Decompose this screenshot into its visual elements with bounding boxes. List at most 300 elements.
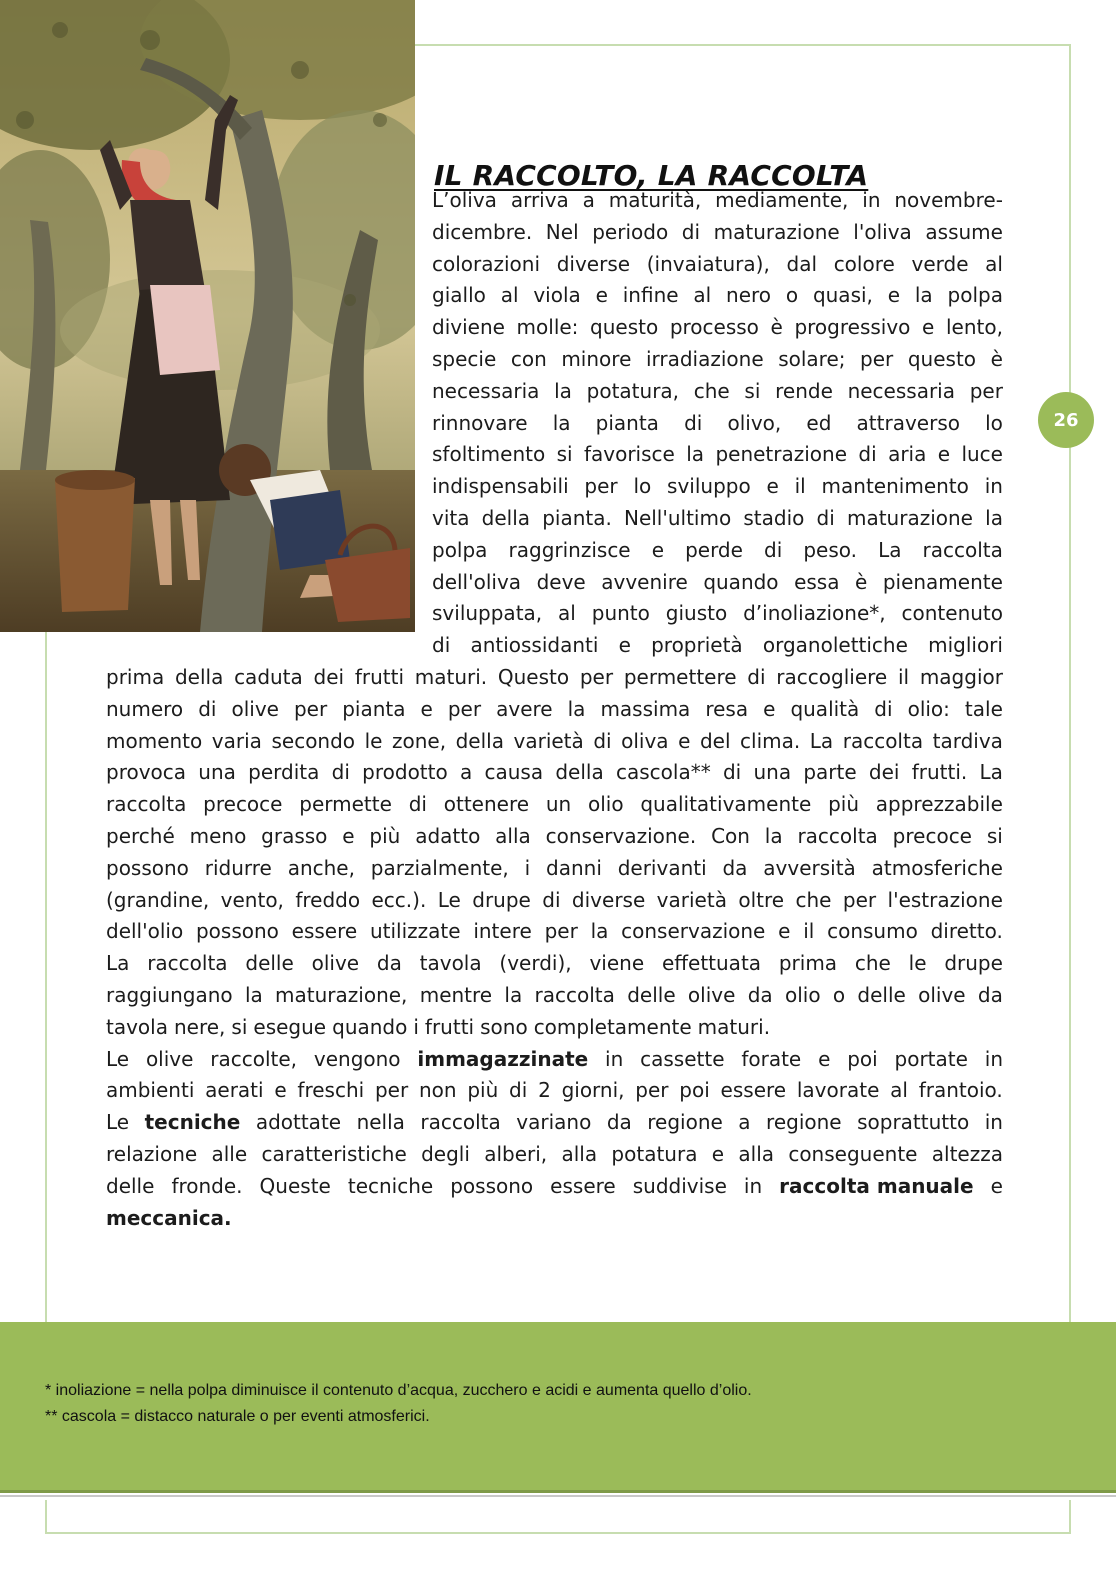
word: perché bbox=[106, 824, 175, 848]
word: secondo bbox=[271, 728, 356, 753]
word: varietà bbox=[513, 728, 584, 753]
word: danni bbox=[546, 855, 602, 880]
word: ambienti bbox=[106, 1078, 195, 1103]
word: che bbox=[795, 887, 832, 912]
word: di bbox=[858, 442, 877, 467]
word: di bbox=[816, 506, 835, 530]
word: in bbox=[984, 1046, 1003, 1071]
word: irradiazione bbox=[645, 347, 764, 371]
word: nella bbox=[356, 1110, 405, 1135]
word: raccolta bbox=[797, 824, 878, 848]
word: la bbox=[590, 919, 609, 944]
word: colorazioni bbox=[432, 251, 541, 276]
word: diverse bbox=[556, 251, 631, 276]
word: diverse bbox=[571, 887, 646, 912]
body-line bbox=[106, 756, 1003, 788]
word: per bbox=[860, 347, 894, 371]
word: conseguente bbox=[788, 1142, 918, 1166]
word: ridurre bbox=[204, 855, 272, 880]
word: completamente bbox=[533, 1014, 692, 1039]
word: prodotto bbox=[362, 760, 448, 785]
word: frutti bbox=[354, 665, 405, 689]
word: da bbox=[376, 951, 402, 976]
word: e bbox=[342, 824, 355, 848]
word: per bbox=[447, 696, 482, 721]
word: necessaria bbox=[432, 378, 540, 403]
word: delle bbox=[857, 983, 906, 1007]
word: prima bbox=[106, 665, 165, 689]
word: sviluppata, bbox=[432, 601, 543, 626]
word: La bbox=[979, 760, 1003, 785]
word: migliori bbox=[928, 633, 1003, 658]
word: grasso bbox=[261, 824, 328, 848]
word: parte bbox=[803, 760, 857, 785]
word: aerati bbox=[205, 1078, 264, 1103]
word: freschi bbox=[297, 1078, 365, 1103]
word: organolettiche bbox=[762, 633, 908, 658]
word: frutti. bbox=[911, 760, 968, 785]
word: adottate bbox=[255, 1110, 342, 1135]
word: di bbox=[408, 792, 427, 817]
word: portate bbox=[894, 1046, 968, 1071]
word: frutti bbox=[424, 1014, 475, 1039]
word: in bbox=[984, 474, 1003, 499]
word: questo bbox=[907, 347, 977, 371]
word: parzialmente, bbox=[370, 855, 509, 880]
word: dal bbox=[786, 251, 818, 276]
word: le bbox=[908, 951, 927, 976]
body-line bbox=[432, 248, 1003, 280]
body-line bbox=[432, 502, 1003, 534]
word: periodo bbox=[592, 219, 669, 244]
word: essa bbox=[794, 569, 840, 594]
word: è bbox=[770, 315, 783, 340]
word: permettere bbox=[623, 665, 737, 689]
word: la bbox=[764, 824, 783, 848]
body-line bbox=[432, 597, 1003, 629]
word: attraverso bbox=[856, 410, 960, 435]
word: dell'olio bbox=[106, 919, 184, 944]
word: d’inoliazione*, bbox=[743, 601, 886, 626]
word: e bbox=[595, 283, 608, 308]
word: contenuto bbox=[901, 601, 1003, 626]
word: e bbox=[420, 696, 433, 721]
word: maturi. bbox=[697, 1014, 771, 1039]
body-line bbox=[432, 629, 1003, 661]
word: il bbox=[794, 474, 806, 499]
word: raccolta bbox=[106, 792, 187, 817]
word: essere bbox=[550, 1173, 616, 1198]
word: regione bbox=[766, 1110, 842, 1135]
word: dell'oliva bbox=[432, 569, 522, 594]
body-line bbox=[106, 788, 1003, 820]
word: apprezzabile bbox=[875, 792, 1003, 817]
word: vengono bbox=[313, 1046, 401, 1071]
word: e bbox=[922, 315, 935, 340]
word: delle bbox=[627, 983, 676, 1007]
word: atmosferiche bbox=[871, 855, 1003, 880]
word: potatura, bbox=[586, 378, 680, 403]
word: che bbox=[854, 951, 891, 976]
word: La bbox=[878, 537, 902, 562]
word: raccogliere bbox=[776, 665, 888, 689]
word: permette bbox=[299, 792, 392, 817]
word: varietà bbox=[656, 887, 727, 912]
word: causa bbox=[484, 760, 544, 785]
word: sfoltimento bbox=[432, 442, 546, 467]
word: antiossidanti bbox=[470, 633, 599, 658]
body-line bbox=[106, 884, 1003, 916]
word: tale bbox=[964, 696, 1003, 721]
frame-line-bottom-left bbox=[45, 1500, 47, 1534]
word: La bbox=[106, 951, 130, 976]
word: specie bbox=[432, 347, 497, 371]
word: Le bbox=[437, 887, 461, 912]
word: viola bbox=[533, 283, 581, 308]
body-line bbox=[106, 1138, 1003, 1170]
word: degli bbox=[421, 1142, 470, 1166]
word: al bbox=[558, 601, 576, 626]
word: e bbox=[711, 1142, 725, 1166]
word: della bbox=[174, 665, 224, 689]
word: forate bbox=[741, 1046, 802, 1071]
word: adatto bbox=[415, 824, 481, 848]
word: favorisce bbox=[583, 442, 675, 467]
word: precoce bbox=[203, 792, 283, 817]
word: penetrazione bbox=[715, 442, 848, 467]
word: avversità bbox=[763, 855, 856, 880]
word: regione bbox=[647, 1110, 723, 1135]
word: mantenimento bbox=[821, 474, 969, 499]
word: in bbox=[984, 1110, 1003, 1135]
word: frantoio. bbox=[918, 1078, 1003, 1103]
word: più bbox=[828, 792, 859, 817]
word: mediamente, bbox=[715, 188, 849, 212]
page-number-badge: 26 bbox=[1038, 392, 1094, 448]
word: oltre bbox=[738, 887, 785, 912]
word: qualità bbox=[790, 696, 860, 721]
body-line bbox=[106, 1043, 1003, 1075]
word: Le bbox=[106, 1046, 130, 1071]
word: di bbox=[722, 760, 742, 785]
word: di bbox=[747, 665, 766, 689]
word: giallo bbox=[432, 283, 486, 308]
word: delle bbox=[106, 1173, 155, 1198]
word: quando bbox=[703, 569, 779, 594]
word: polpa bbox=[432, 537, 488, 562]
word: Nell'ultimo bbox=[623, 506, 732, 530]
word: necessaria bbox=[847, 378, 955, 403]
word: pianta bbox=[595, 410, 659, 435]
word: Le bbox=[106, 1110, 130, 1135]
word: per bbox=[579, 665, 614, 689]
word: indispensabili bbox=[432, 474, 569, 499]
word: aria bbox=[888, 442, 927, 467]
word: utilizzate bbox=[369, 919, 461, 944]
word: fronde. bbox=[171, 1173, 243, 1198]
word: sviluppo bbox=[667, 474, 751, 499]
word: per bbox=[544, 919, 578, 944]
word: minore bbox=[561, 347, 632, 371]
word: non bbox=[418, 1078, 457, 1103]
word: resa bbox=[705, 696, 749, 721]
bold-term: immagazzinate bbox=[417, 1046, 589, 1071]
word: Con bbox=[711, 824, 750, 848]
word: punto bbox=[591, 601, 650, 626]
word: pianta. bbox=[542, 506, 612, 530]
word: la bbox=[914, 283, 933, 308]
word: la bbox=[554, 378, 572, 403]
word: olivo, bbox=[727, 410, 782, 435]
word: raccolta bbox=[420, 1110, 501, 1135]
word: a bbox=[459, 760, 473, 785]
body-line bbox=[106, 1202, 1003, 1234]
word: possono bbox=[195, 919, 279, 944]
word: assume bbox=[925, 219, 1003, 244]
word: in bbox=[743, 1173, 763, 1198]
word: in bbox=[605, 1046, 624, 1071]
body-line bbox=[106, 1011, 1003, 1043]
body-line bbox=[106, 820, 1003, 852]
word: molle: bbox=[516, 315, 579, 340]
word: raccolta bbox=[147, 951, 228, 976]
word: tecniche bbox=[347, 1173, 434, 1198]
word: in bbox=[862, 188, 881, 212]
body-line bbox=[432, 279, 1003, 311]
word: da bbox=[977, 983, 1003, 1007]
word: ottenere bbox=[443, 792, 530, 817]
word: drupe bbox=[472, 887, 531, 912]
body-line bbox=[106, 852, 1003, 884]
word: raggrinzisce bbox=[508, 537, 631, 562]
word: pienamente bbox=[882, 569, 1003, 594]
word: di bbox=[331, 760, 350, 785]
word: di bbox=[198, 696, 217, 721]
word: Questo bbox=[497, 665, 570, 689]
body-line bbox=[106, 661, 1003, 693]
word: Queste bbox=[259, 1173, 331, 1198]
word: della bbox=[455, 728, 504, 753]
frame-line-right bbox=[1069, 44, 1071, 1330]
word: alberi, bbox=[484, 1142, 548, 1166]
word: tardiva bbox=[932, 728, 1003, 753]
word: altezza bbox=[931, 1142, 1003, 1166]
word: l'estrazione bbox=[887, 887, 1003, 912]
word: La bbox=[809, 728, 834, 753]
word: deve bbox=[536, 569, 586, 594]
word: cascola** bbox=[615, 760, 711, 785]
word: da bbox=[747, 983, 773, 1007]
word: oliva bbox=[621, 728, 669, 753]
word: nere, bbox=[173, 1014, 226, 1039]
word: essere bbox=[720, 1078, 787, 1103]
word: di bbox=[542, 887, 561, 912]
word: Nel bbox=[545, 219, 579, 244]
word: al bbox=[500, 283, 519, 308]
body-line bbox=[432, 375, 1003, 407]
word: e bbox=[990, 1173, 1003, 1198]
word: solare; bbox=[778, 347, 846, 371]
word: momento bbox=[106, 728, 203, 753]
word: conservazione. bbox=[545, 824, 697, 848]
word: relazione bbox=[106, 1142, 198, 1166]
word: al bbox=[693, 283, 712, 308]
word: varia bbox=[211, 728, 262, 753]
word: sono bbox=[480, 1014, 528, 1039]
word: si bbox=[556, 442, 573, 467]
word: potatura bbox=[611, 1142, 698, 1166]
word: massima bbox=[600, 696, 691, 721]
body-line bbox=[432, 534, 1003, 566]
word: le bbox=[364, 728, 383, 753]
word: e bbox=[678, 728, 691, 753]
word: tavola bbox=[106, 1014, 168, 1039]
word: luce bbox=[961, 442, 1003, 467]
word: colore bbox=[833, 251, 895, 276]
footnote-band bbox=[0, 1322, 1116, 1490]
frame-line-left bbox=[45, 628, 47, 1328]
word: maggior bbox=[919, 665, 1003, 689]
word: poi bbox=[847, 1046, 878, 1071]
word: avere bbox=[496, 696, 553, 721]
word: delle bbox=[245, 951, 294, 976]
word: quando bbox=[332, 1014, 408, 1039]
word: più bbox=[369, 824, 401, 848]
word: avvenire bbox=[601, 569, 688, 594]
word: intere bbox=[473, 919, 532, 944]
body-line bbox=[106, 915, 1003, 947]
word: esegue bbox=[253, 1014, 327, 1039]
word: e bbox=[274, 1078, 287, 1103]
word: zone, bbox=[391, 728, 447, 753]
word: al bbox=[890, 1078, 908, 1103]
word: alla bbox=[561, 1142, 598, 1166]
body-line bbox=[432, 343, 1003, 375]
word: e bbox=[763, 696, 776, 721]
word: (verdi), bbox=[499, 951, 572, 976]
word: e bbox=[887, 283, 901, 308]
word: numero bbox=[106, 696, 184, 721]
body-line bbox=[432, 566, 1003, 598]
word: e bbox=[778, 919, 791, 944]
footnote-inoliazione: * inoliazione = nella polpa diminuisce il contenuto d’acqua, zucchero e acidi e aumenta quello d’olio. bbox=[45, 1382, 752, 1399]
word: maturazione, bbox=[275, 983, 408, 1007]
word: il bbox=[803, 919, 815, 944]
word: suddivise bbox=[632, 1173, 727, 1198]
word: anche, bbox=[287, 855, 355, 880]
word: e bbox=[766, 474, 779, 499]
body-line bbox=[106, 693, 1003, 725]
word: una bbox=[753, 760, 792, 785]
word: consumo bbox=[827, 919, 918, 944]
word: maturi. bbox=[414, 665, 488, 689]
word: olive bbox=[231, 696, 279, 721]
word: la bbox=[504, 983, 523, 1007]
word: olive bbox=[145, 1046, 194, 1071]
word: dei bbox=[868, 760, 900, 785]
word: o bbox=[785, 283, 799, 308]
word: pianta bbox=[342, 696, 406, 721]
bold-term: raccolta manuale bbox=[779, 1173, 974, 1198]
word: a bbox=[582, 188, 595, 212]
word: raggiungano bbox=[106, 983, 233, 1007]
word: dicembre. bbox=[432, 219, 533, 244]
word: giorni, bbox=[561, 1078, 625, 1103]
word: una bbox=[198, 760, 236, 785]
word: della bbox=[555, 760, 604, 785]
word: per bbox=[374, 1078, 409, 1103]
word: è bbox=[990, 347, 1003, 371]
word: e bbox=[651, 537, 664, 562]
word: di bbox=[681, 219, 701, 244]
word: conservazione bbox=[621, 919, 766, 944]
frame-line-bottom bbox=[45, 1532, 1071, 1534]
word: novembre- bbox=[894, 188, 1003, 212]
word: caduta bbox=[234, 665, 303, 689]
body-line bbox=[106, 1074, 1003, 1106]
word: si bbox=[986, 824, 1003, 848]
word: rinnovare bbox=[432, 410, 528, 435]
word: tavola bbox=[419, 951, 482, 976]
word: possono bbox=[450, 1173, 534, 1198]
word: il bbox=[897, 665, 910, 689]
word: raccolte, bbox=[210, 1046, 298, 1071]
body-line bbox=[432, 407, 1003, 439]
word: diviene bbox=[432, 315, 505, 340]
word: raccolta bbox=[842, 728, 924, 753]
bold-term: meccanica. bbox=[106, 1205, 232, 1230]
word: da bbox=[722, 855, 748, 880]
word: alle bbox=[211, 1142, 248, 1166]
word: di bbox=[432, 633, 451, 658]
word: essere bbox=[291, 919, 358, 944]
word: si bbox=[744, 378, 761, 403]
word: olio bbox=[587, 792, 624, 817]
word: i bbox=[413, 1014, 419, 1039]
word: ecc.). bbox=[371, 887, 427, 912]
word: variano bbox=[516, 1110, 592, 1135]
word: drupe bbox=[944, 951, 1003, 976]
body-line bbox=[106, 1106, 1003, 1138]
body-line bbox=[432, 184, 1003, 216]
word: quasi, bbox=[812, 283, 873, 308]
word: più bbox=[467, 1078, 499, 1103]
word: che bbox=[693, 378, 730, 403]
body-line bbox=[106, 979, 1003, 1011]
word: della bbox=[481, 506, 531, 530]
body-line bbox=[432, 216, 1003, 248]
word: raccolta bbox=[534, 983, 615, 1007]
body-line bbox=[432, 438, 1003, 470]
word: maturazione bbox=[713, 219, 840, 244]
word: possono bbox=[106, 855, 189, 880]
word: verde bbox=[911, 251, 969, 276]
word: olive bbox=[687, 983, 736, 1007]
word: (invaiatura), bbox=[646, 251, 770, 276]
word: lavorate bbox=[796, 1078, 880, 1103]
body-line bbox=[432, 470, 1003, 502]
bold-term: tecniche bbox=[144, 1110, 241, 1135]
word: precoce bbox=[892, 824, 972, 848]
band-rule-grey bbox=[0, 1495, 1116, 1497]
word: L’oliva bbox=[432, 188, 497, 212]
word: la bbox=[244, 983, 263, 1007]
word: è bbox=[854, 569, 868, 594]
word: l'oliva bbox=[853, 219, 912, 244]
word: di bbox=[764, 537, 783, 562]
word: 2 bbox=[538, 1078, 551, 1103]
word: o bbox=[832, 983, 846, 1007]
